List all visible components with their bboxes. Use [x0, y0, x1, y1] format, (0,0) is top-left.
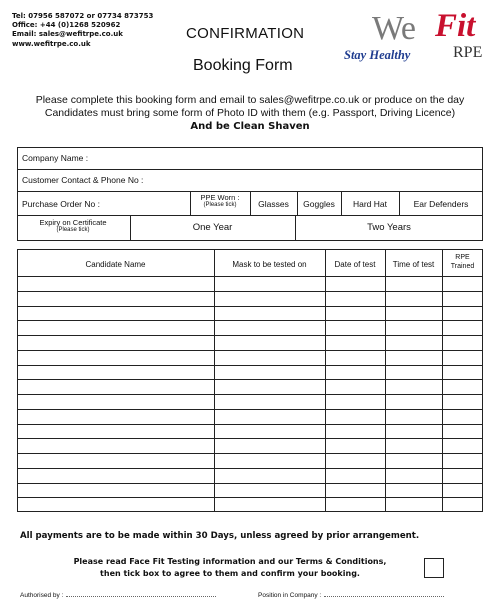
contact-tel: Tel: 07956 587072 or 07734 873753: [12, 12, 154, 20]
page-title: CONFIRMATION: [186, 25, 305, 42]
table-row[interactable]: [17, 394, 483, 395]
trained-label: Trained: [450, 263, 475, 270]
authorised-by-field[interactable]: [20, 592, 216, 599]
logo-tagline: Stay Healthy: [344, 48, 411, 62]
table-row[interactable]: [17, 306, 483, 307]
table-row[interactable]: [17, 438, 483, 439]
terms-notice: [40, 556, 420, 580]
expiry-label: [18, 218, 128, 233]
terms-line-2: then tick box to agree to them and confirm your booking.: [100, 569, 360, 578]
contact-website[interactable]: www.wefitrpe.co.uk: [12, 39, 91, 48]
instruction-line-1: Please complete this booking form and email to sales@wefitrpe.co.uk or produce on the day: [35, 94, 465, 106]
expiry-note: (Please tick): [56, 227, 90, 233]
payment-terms: All payments are to be made within 30 Days, unless agreed by prior arrangement.: [20, 531, 420, 541]
ppe-option-hard-hat[interactable]: Hard Hat: [352, 199, 387, 209]
table-row[interactable]: [17, 483, 483, 484]
table-row[interactable]: [17, 320, 483, 321]
company-name-label: Company Name :: [22, 153, 89, 163]
col-header-candidate-name: Candidate Name: [85, 260, 146, 269]
table-row[interactable]: [17, 497, 483, 498]
table-row[interactable]: [17, 453, 483, 454]
col-header-time: Time of test: [392, 260, 435, 269]
page-subtitle: Booking Form: [193, 57, 293, 74]
col-header-date: Date of test: [334, 260, 376, 269]
authorised-by-label: Authorised by :: [20, 592, 64, 599]
table-row[interactable]: [17, 335, 483, 336]
wefit-logo: [343, 6, 495, 68]
ppe-option-goggles[interactable]: Goggles: [303, 199, 335, 209]
candidate-header-divider: [17, 276, 483, 277]
table-row[interactable]: [17, 409, 483, 410]
table-row[interactable]: [17, 365, 483, 366]
position-label: Position in Company :: [258, 592, 322, 599]
ppe-worn-note: (Please tick): [203, 202, 237, 208]
rpe-label: RPE: [455, 254, 470, 261]
logo-we-text: We: [372, 10, 416, 47]
logo-rpe-text: RPE: [453, 44, 483, 61]
expiry-option-one-year[interactable]: One Year: [192, 222, 233, 233]
ppe-option-glasses[interactable]: Glasses: [258, 199, 289, 209]
position-field[interactable]: [258, 592, 444, 599]
candidate-table: [17, 249, 483, 512]
contact-block: [12, 12, 153, 49]
contact-office: Office: +44 (0)1268 520962: [12, 21, 121, 30]
purchase-order-label: Purchase Order No :: [22, 199, 100, 209]
ppe-worn-text: PPE Worn :: [200, 193, 240, 202]
instruction-line-2: Candidates must bring some form of Photo ID with them (e.g. Passport, Driving Licence): [44, 107, 456, 119]
table-row[interactable]: [17, 379, 483, 380]
expiry-option-two-years[interactable]: Two Years: [367, 222, 411, 233]
expiry-text: Expiry on Certificate: [39, 218, 107, 227]
table-row[interactable]: [17, 468, 483, 469]
terms-line-1: Please read Face Fit Testing information and our Terms & Conditions,: [73, 557, 387, 566]
customer-contact-label: Customer Contact & Phone No :: [22, 175, 144, 185]
instructions: [0, 94, 500, 133]
col-header-mask: Mask to be tested on: [232, 260, 307, 269]
table-row[interactable]: [17, 424, 483, 425]
table-row[interactable]: [17, 350, 483, 351]
ppe-option-ear-defenders[interactable]: Ear Defenders: [413, 199, 469, 209]
instruction-line-3: And be Clean Shaven: [190, 121, 310, 132]
logo-fit-text: Fit: [435, 8, 476, 44]
ppe-worn-label: [192, 193, 248, 208]
contact-email[interactable]: Email: sales@wefitrpe.co.uk: [12, 30, 123, 39]
terms-agree-checkbox[interactable]: [424, 558, 444, 578]
table-row[interactable]: [17, 291, 483, 292]
col-header-rpe-trained: [442, 253, 483, 271]
